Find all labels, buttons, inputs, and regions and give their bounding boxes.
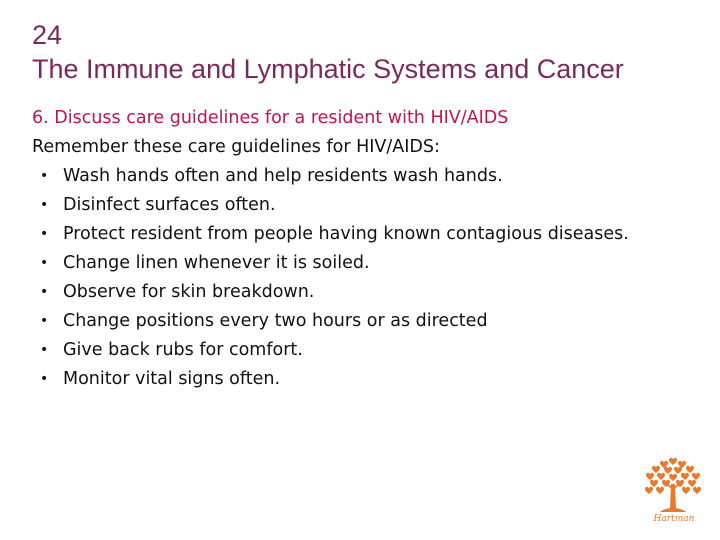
bullet-icon: • bbox=[40, 284, 49, 300]
list-item bbox=[32, 249, 672, 278]
list-item bbox=[32, 191, 672, 220]
list-item bbox=[32, 278, 672, 307]
chapter-title: The Immune and Lymphatic Systems and Cancer bbox=[32, 54, 624, 84]
list-item-text: Disinfect surfaces often. bbox=[63, 195, 276, 215]
list-item-text: Give back rubs for comfort. bbox=[63, 340, 303, 360]
slide-title bbox=[32, 18, 624, 86]
list-item bbox=[32, 336, 672, 365]
list-item bbox=[32, 365, 672, 394]
bullet-icon: • bbox=[40, 226, 49, 242]
chapter-number: 24 bbox=[32, 20, 63, 50]
care-guidelines-list bbox=[32, 162, 672, 394]
list-item-text: Change linen whenever it is soiled. bbox=[63, 253, 370, 273]
bullet-icon: • bbox=[40, 168, 49, 184]
bullet-icon: • bbox=[40, 371, 49, 387]
bullet-icon: • bbox=[40, 197, 49, 213]
list-item-text: Monitor vital signs often. bbox=[63, 369, 281, 389]
list-item-text: Protect resident from people having known contagious diseases. bbox=[63, 224, 629, 244]
bullet-icon: • bbox=[40, 255, 49, 271]
list-item bbox=[32, 307, 672, 336]
list-item-text: Change positions every two hours or as directed bbox=[63, 311, 488, 331]
list-item bbox=[32, 162, 672, 191]
list-item-text: Observe for skin breakdown. bbox=[63, 282, 315, 302]
intro-text: Remember these care guidelines for HIV/AIDS: bbox=[32, 137, 440, 157]
list-item bbox=[32, 220, 672, 249]
list-item-text: Wash hands often and help residents wash hands. bbox=[63, 166, 503, 186]
publisher-logo-text: Hartman bbox=[653, 514, 695, 524]
bullet-icon: • bbox=[40, 313, 49, 329]
slide-content bbox=[32, 104, 672, 394]
bullet-icon: • bbox=[40, 342, 49, 358]
learning-objective-heading: 6. Discuss care guidelines for a resident with HIV/AIDS bbox=[32, 108, 509, 128]
